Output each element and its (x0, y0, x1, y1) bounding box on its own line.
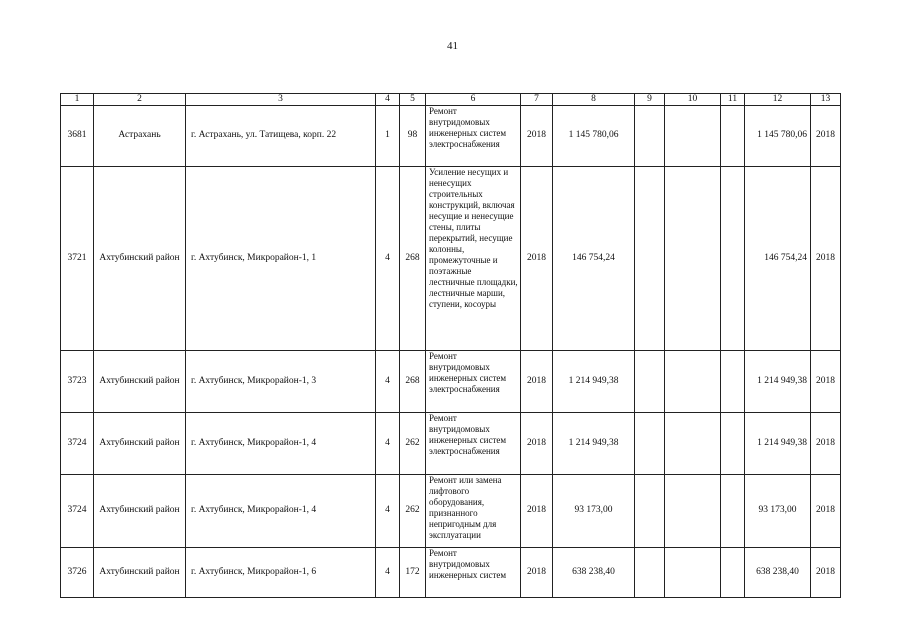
table-row (61, 351, 841, 413)
column-header: 3 (186, 94, 376, 106)
cell-total: 1 214 949,38 (745, 351, 811, 413)
cell-work-type: Ремонт внутридомовых инженерных систем электроснабжения (426, 106, 521, 167)
page-number: 41 (447, 40, 458, 52)
table-row (61, 548, 841, 598)
cell-cost: 638 238,40 (553, 548, 635, 598)
cell-cost: 146 754,24 (553, 167, 635, 351)
table-row (61, 106, 841, 167)
cell-col5: 98 (400, 106, 426, 167)
cell-cost: 1 214 949,38 (553, 413, 635, 475)
cell-col10 (665, 548, 721, 598)
table-row (61, 475, 841, 548)
cell-municipality: Ахтубинский район (94, 413, 186, 475)
cell-col9 (635, 413, 665, 475)
cell-col10 (665, 413, 721, 475)
cell-col4: 4 (376, 351, 400, 413)
column-header: 13 (811, 94, 841, 106)
cell-col10 (665, 167, 721, 351)
cell-municipality: Ахтубинский район (94, 351, 186, 413)
cell-col11 (721, 167, 745, 351)
cell-municipality: Ахтубинский район (94, 548, 186, 598)
cell-work-type: Ремонт или замена лифтового оборудования, признанного непригодным для эксплуатации (426, 475, 521, 548)
cell-address: г. Ахтубинск, Микрорайон-1, 3 (186, 351, 376, 413)
cell-address: г. Астрахань, ул. Татищева, корп. 22 (186, 106, 376, 167)
cell-col9 (635, 167, 665, 351)
cell-col10 (665, 106, 721, 167)
column-header: 2 (94, 94, 186, 106)
column-header: 8 (553, 94, 635, 106)
cell-id: 3724 (61, 413, 94, 475)
table-row (61, 413, 841, 475)
cell-col9 (635, 548, 665, 598)
column-header: 1 (61, 94, 94, 106)
cell-col11 (721, 106, 745, 167)
cell-col10 (665, 351, 721, 413)
cell-col5: 262 (400, 413, 426, 475)
cell-col9 (635, 106, 665, 167)
column-header: 9 (635, 94, 665, 106)
cell-municipality: Ахтубинский район (94, 475, 186, 548)
cell-col10 (665, 475, 721, 548)
cell-id: 3724 (61, 475, 94, 548)
cell-col4: 1 (376, 106, 400, 167)
cell-work-type (426, 548, 521, 598)
cell-col4: 4 (376, 167, 400, 351)
cell-total: 93 173,00 (745, 475, 811, 548)
cell-end-year: 2018 (811, 548, 841, 598)
cell-year: 2018 (521, 351, 553, 413)
cell-year: 2018 (521, 167, 553, 351)
column-header: 12 (745, 94, 811, 106)
cell-year: 2018 (521, 548, 553, 598)
repair-schedule-table (60, 93, 841, 598)
cell-col11 (721, 351, 745, 413)
cell-col4: 4 (376, 475, 400, 548)
column-header: 4 (376, 94, 400, 106)
cell-cost: 93 173,00 (553, 475, 635, 548)
cell-year: 2018 (521, 413, 553, 475)
cell-end-year: 2018 (811, 475, 841, 548)
cell-cost: 1 145 780,06 (553, 106, 635, 167)
cell-municipality: Астрахань (94, 106, 186, 167)
column-header: 10 (665, 94, 721, 106)
cell-address: г. Ахтубинск, Микрорайон-1, 6 (186, 548, 376, 598)
cell-year: 2018 (521, 106, 553, 167)
cell-col4: 4 (376, 548, 400, 598)
column-header: 5 (400, 94, 426, 106)
cell-id: 3723 (61, 351, 94, 413)
column-header: 11 (721, 94, 745, 106)
header-row (61, 94, 841, 106)
cell-end-year: 2018 (811, 167, 841, 351)
cell-work-type: Усиление несущих и ненесущих строительных конструкций, включая несущие и ненесущие стены, плиты перекрытий, несущие колонны, промежуточные и поэтажные лестничные площадки, лестничные марши, ступени, косоуры (426, 167, 521, 351)
cell-col11 (721, 475, 745, 548)
cell-id: 3726 (61, 548, 94, 598)
cell-total: 146 754,24 (745, 167, 811, 351)
column-header: 7 (521, 94, 553, 106)
cell-id: 3681 (61, 106, 94, 167)
cell-col9 (635, 475, 665, 548)
cell-year: 2018 (521, 475, 553, 548)
cell-address: г. Ахтубинск, Микрорайон-1, 1 (186, 167, 376, 351)
cell-id: 3721 (61, 167, 94, 351)
table-row (61, 167, 841, 351)
cell-col5: 172 (400, 548, 426, 598)
cell-end-year: 2018 (811, 351, 841, 413)
cell-total: 1 214 949,38 (745, 413, 811, 475)
cell-col5: 262 (400, 475, 426, 548)
cell-col4: 4 (376, 413, 400, 475)
cell-address: г. Ахтубинск, Микрорайон-1, 4 (186, 475, 376, 548)
cell-municipality: Ахтубинский район (94, 167, 186, 351)
cell-col11 (721, 548, 745, 598)
cell-cost: 1 214 949,38 (553, 351, 635, 413)
cell-col5: 268 (400, 167, 426, 351)
column-header: 6 (426, 94, 521, 106)
cell-total: 638 238,40 (745, 548, 811, 598)
work-type-text: Ремонт внутридомовых инженерных систем (429, 548, 507, 580)
cell-end-year: 2018 (811, 106, 841, 167)
cell-col11 (721, 413, 745, 475)
cell-end-year: 2018 (811, 413, 841, 475)
cell-work-type: Ремонт внутридомовых инженерных систем электроснабжения (426, 351, 521, 413)
cell-address: г. Ахтубинск, Микрорайон-1, 4 (186, 413, 376, 475)
cell-col9 (635, 351, 665, 413)
cell-col5: 268 (400, 351, 426, 413)
cell-total: 1 145 780,06 (745, 106, 811, 167)
cell-work-type: Ремонт внутридомовых инженерных систем электроснабжения (426, 413, 521, 475)
